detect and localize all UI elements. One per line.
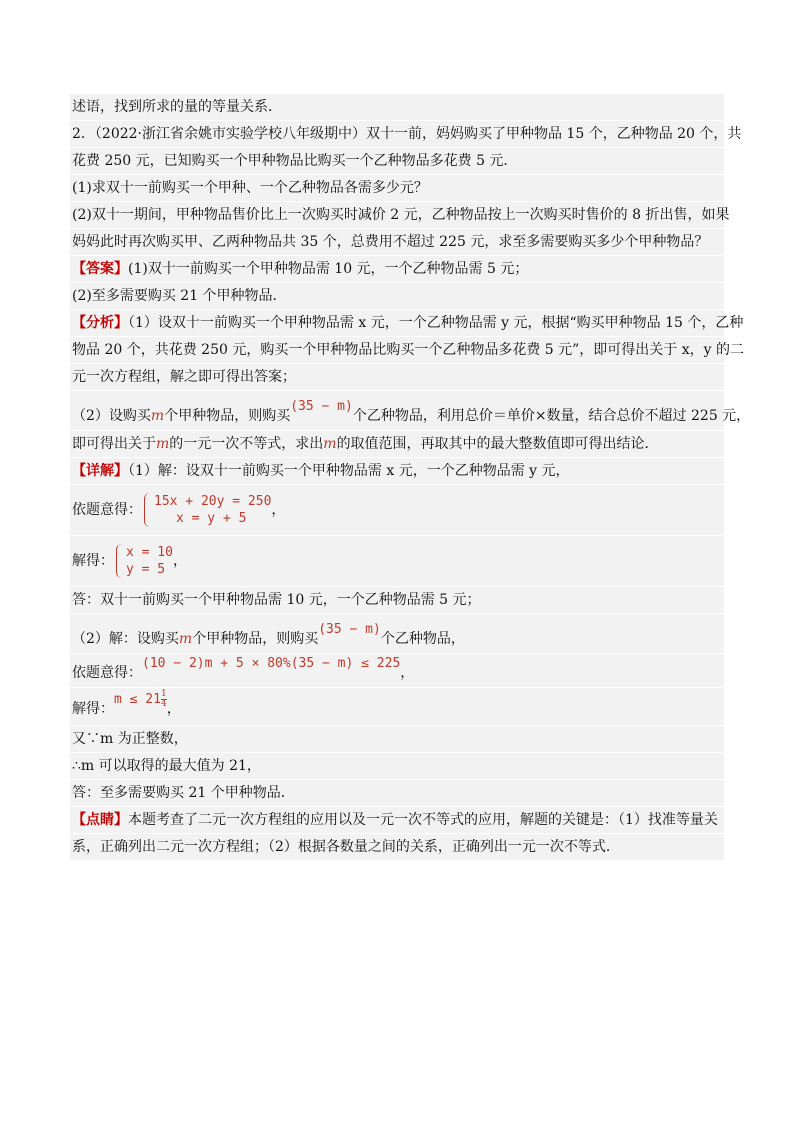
answer-line — [70, 256, 724, 283]
remark-tag: 【点睛】 — [72, 812, 128, 828]
text-segment: 个乙种物品，利用总价＝单价×数量，结合总价不超过 225 元， — [352, 408, 751, 424]
brace-icon — [116, 544, 125, 578]
question-part-2-cont: 妈妈此时再次购买甲、乙两种物品共 35 个，总费用不超过 225 元，求至多需要购买多少个甲种物品？ — [70, 229, 724, 256]
text-segment: 的一元一次不等式，求出 — [169, 436, 324, 452]
math-var: m — [156, 436, 170, 452]
detail-line — [70, 614, 724, 654]
inequality-label: 依题意得： — [72, 665, 142, 681]
analysis-line: 元一次方程组，解之即可得出答案； — [70, 364, 724, 391]
fraction-denominator: 4 — [160, 698, 167, 709]
detail-line: ∴m 可以取得的最大值为 21， — [70, 753, 724, 780]
equation-label: 依题意得： — [72, 502, 142, 518]
answer-line: (2)至多需要购买 21 个甲种物品． — [70, 283, 724, 310]
text-segment: 即可得出关于 — [72, 436, 156, 452]
result-expression: m ≤ 21 — [114, 692, 161, 707]
question-part-2: (2)双十一期间，甲种物品售价比上一次购买时减价 2 元，乙种物品按上一次购买时售价的 8 折出售，如果 — [70, 202, 724, 229]
punctuation: ， — [400, 665, 415, 681]
answer-tag: 【答案】 — [72, 261, 128, 277]
analysis-line — [70, 431, 724, 458]
text-segment: 的取值范围，再取其中的最大整数值即可得出结论． — [336, 436, 659, 452]
solution-label: 解得： — [72, 553, 114, 569]
punctuation: ， — [172, 553, 187, 569]
remark-line — [70, 807, 724, 834]
math-expression: (35 − m) — [318, 622, 381, 637]
equation-row: y = 5 — [126, 562, 166, 577]
remark-line: 系，正确列出二元一次方程组；（2）根据各数量之间的关系，正确列出一元一次不等式． — [70, 834, 724, 861]
math-var: m — [178, 631, 193, 647]
equation-row: 15x + 20y = 250 — [154, 494, 272, 509]
analysis-line: 物品 20 个，共花费 250 元，购买一个甲种物品比购买一个乙种物品多花费 5 元”，即可得出关于 x，y 的二 — [70, 337, 724, 364]
analysis-text: （1）设双十一前购买一个甲种物品需 x 元，一个乙种物品需 y 元，根据“购买甲种物品 15 个，乙种 — [128, 315, 744, 331]
punctuation: ， — [271, 502, 286, 518]
text-segment: （2）解：设购买 — [72, 631, 179, 647]
question-line: 2．（2022·浙江省余姚市实验学校八年级期中）双十一前，妈妈购买了甲种物品 15 个，乙种物品 20 个，共 — [70, 121, 724, 148]
text-segment: （2）设购买 — [72, 408, 151, 424]
result-label: 解得： — [72, 701, 114, 717]
detail-line: 又∵m 为正整数， — [70, 726, 724, 753]
equation-system-line — [70, 485, 724, 536]
text-segment: 个甲种物品，则购买 — [192, 631, 319, 647]
equation-system — [144, 493, 271, 527]
analysis-line — [70, 391, 751, 431]
detail-line: 答：双十一前购买一个甲种物品需 10 元，一个乙种物品需 5 元； — [70, 587, 724, 614]
math-var: m — [323, 436, 337, 452]
fraction — [161, 690, 167, 709]
text-line: 述语，找到所求的量的等量关系． — [70, 94, 724, 121]
solution-system — [116, 544, 173, 578]
detail-line — [70, 458, 724, 485]
equation-row: x = y + 5 — [176, 511, 247, 526]
inequality-line — [70, 654, 724, 688]
question-part-1: (1)求双十一前购买一个甲种、一个乙种物品各需多少元？ — [70, 175, 724, 202]
analysis-line — [70, 310, 744, 337]
solution-system-line — [70, 536, 724, 587]
remark-text: 本题考查了二元一次方程组的应用以及一元一次不等式的应用，解题的关键是：（1）找准等量关 — [128, 812, 718, 828]
punctuation: ， — [166, 701, 181, 717]
inequality-expression: (10 − 2)m + 5 × 80%(35 − m) ≤ 225 — [142, 656, 401, 671]
question-line: 花费 250 元，已知购买一个甲种物品比购买一个乙种物品多花费 5 元． — [70, 148, 724, 175]
analysis-tag: 【分析】 — [72, 315, 128, 331]
brace-icon — [144, 493, 153, 527]
math-var: m — [150, 408, 165, 424]
document-body — [70, 94, 751, 861]
detail-tag: 【详解】 — [72, 463, 128, 479]
equation-row: x = 10 — [126, 545, 173, 560]
fraction-numerator: 1 — [160, 688, 167, 699]
detail-text: （1）解：设双十一前购买一个甲种物品需 x 元，一个乙种物品需 y 元， — [128, 463, 570, 479]
answer-text: (1)双十一前购买一个甲种物品需 10 元，一个乙种物品需 5 元； — [128, 261, 529, 277]
detail-line: 答：至多需要购买 21 个甲种物品． — [70, 780, 724, 807]
result-line — [70, 688, 724, 726]
math-expression: (35 − m) — [290, 399, 353, 414]
text-segment: 个甲种物品，则购买 — [164, 408, 291, 424]
text-segment: 个乙种物品， — [380, 631, 465, 647]
